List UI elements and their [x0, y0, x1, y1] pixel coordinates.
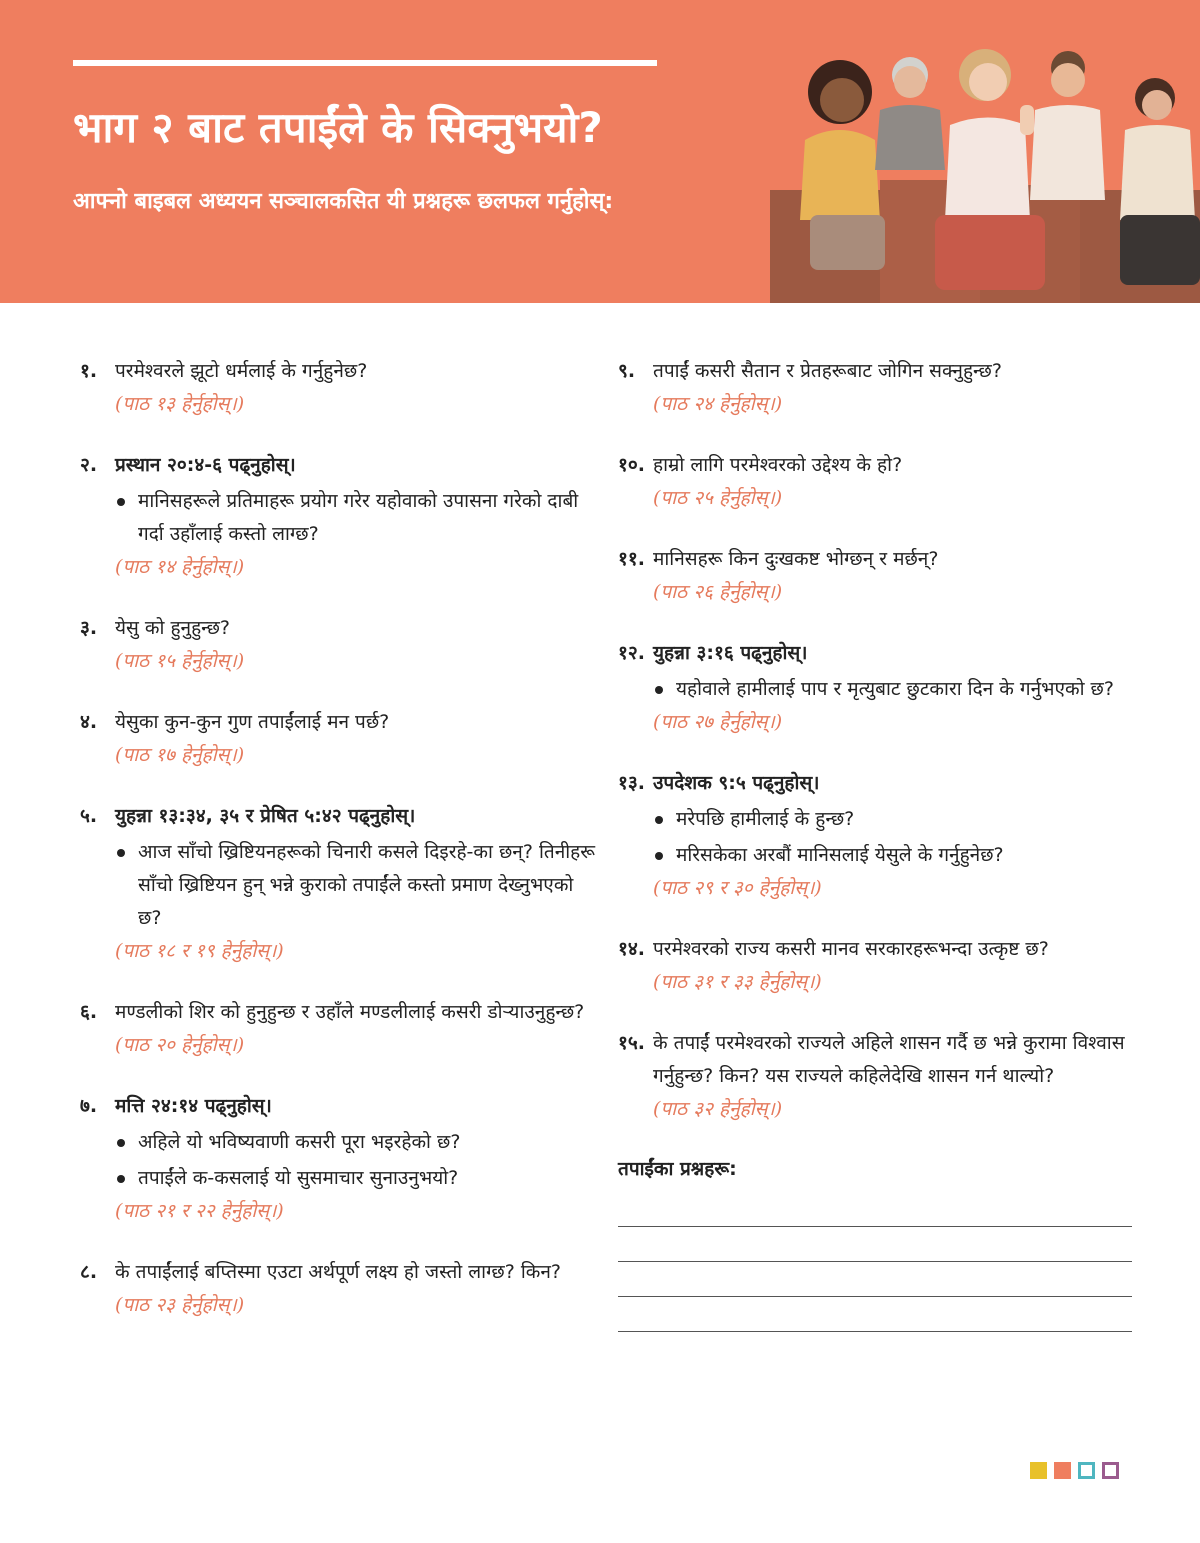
- lesson-reference: (पाठ २३ हेर्नुहोस्।): [115, 1294, 245, 1316]
- lesson-reference: (पाठ २० हेर्नुहोस्।): [115, 1034, 245, 1056]
- question-text: मानिसहरू किन दुःखकष्ट भोग्छन् र मर्छन्?: [653, 548, 939, 570]
- sub-question: मरिसकेका अरबौं मानिसलाई येसुले के गर्नुहुनेछ?: [653, 839, 1138, 872]
- question-number: ४.: [80, 711, 98, 733]
- question-text: मण्डलीको शिर को हुनुहुन्छ र उहाँले मण्डलीलाई कसरी डोऱ्याउनुहुन्छ?: [115, 1001, 585, 1023]
- decorative-square: [1054, 1462, 1071, 1479]
- question-item: [80, 706, 600, 772]
- decorative-squares: [1030, 1462, 1119, 1479]
- question-item: [618, 543, 1138, 609]
- answer-line[interactable]: [618, 1204, 1132, 1227]
- scripture-reading-instruction: मत्ति २४:१४ पढ्नुहोस्।: [115, 1095, 272, 1117]
- question-number: ८.: [80, 1261, 98, 1283]
- question-number: ६.: [80, 1001, 98, 1023]
- question-item: [618, 637, 1138, 739]
- sub-question-list: [115, 1126, 600, 1195]
- lesson-reference: (पाठ ३१ र ३३ हेर्नुहोस्।): [653, 971, 822, 993]
- decorative-square: [1078, 1462, 1095, 1479]
- sub-question-list: [115, 836, 600, 935]
- sub-question-list: [653, 803, 1138, 872]
- question-number: ९.: [618, 360, 636, 382]
- lesson-reference: (पाठ १५ हेर्नुहोस्।): [115, 650, 245, 672]
- page-subtitle: आफ्नो बाइबल अध्ययन सञ्चालकसित यी प्रश्नहरू छलफल गर्नुहोस्:: [73, 189, 614, 214]
- lesson-reference: (पाठ १४ हेर्नुहोस्।): [115, 556, 245, 578]
- sub-question: मानिसहरूले प्रतिमाहरू प्रयोग गरेर यहोवाको उपासना गरेको दाबी गर्दा उहाँलाई कस्तो लाग्छ?: [115, 485, 600, 551]
- sub-question: आज साँचो ख्रिष्टियनहरूको चिनारी कसले दिइरहे-का छन्? तिनीहरू साँचो ख्रिष्टियन हुन् भन्ने कुराको तपाईंले कस्तो प्रमाण देख्नुभएको छ?: [115, 836, 600, 935]
- question-item: [80, 612, 600, 678]
- questions-column-left: [80, 355, 600, 1350]
- lesson-reference: (पाठ ३२ हेर्नुहोस्।): [653, 1098, 783, 1120]
- question-item: [80, 996, 600, 1062]
- lesson-reference: (पाठ २७ हेर्नुहोस्।): [653, 711, 783, 733]
- question-text: परमेश्वरले झूटो धर्मलाई के गर्नुहुनेछ?: [115, 360, 368, 382]
- sub-question: यहोवाले हामीलाई पाप र मृत्युबाट छुटकारा दिन के गर्नुभएको छ?: [653, 673, 1138, 706]
- question-item: [80, 449, 600, 584]
- answer-line[interactable]: [618, 1297, 1132, 1332]
- question-number: २.: [80, 454, 98, 476]
- lesson-reference: (पाठ २९ र ३० हेर्नुहोस्।): [653, 877, 822, 899]
- lesson-reference: (पाठ २५ हेर्नुहोस्।): [653, 487, 783, 509]
- sub-question: अहिले यो भविष्यवाणी कसरी पूरा भइरहेको छ?: [115, 1126, 600, 1159]
- question-item: [618, 933, 1138, 999]
- lesson-reference: (पाठ १८ र १९ हेर्नुहोस्।): [115, 940, 284, 962]
- question-number: १४.: [618, 938, 645, 960]
- question-text: तपाईं कसरी सैतान र प्रेतहरूबाट जोगिन सक्नुहुन्छ?: [653, 360, 1002, 382]
- question-number: ७.: [80, 1095, 98, 1117]
- question-number: ३.: [80, 617, 98, 639]
- question-item: [80, 355, 600, 421]
- question-number: १३.: [618, 772, 645, 794]
- lesson-reference: (पाठ १७ हेर्नुहोस्।): [115, 744, 245, 766]
- question-item: [618, 767, 1138, 905]
- question-item: [80, 800, 600, 968]
- question-item: [618, 1027, 1138, 1126]
- audience-illustration: [760, 20, 1200, 303]
- sub-question: मरेपछि हामीलाई के हुन्छ?: [653, 803, 1138, 836]
- question-number: १५.: [618, 1032, 645, 1054]
- page-title: भाग २ बाट तपाईंले के सिक्नुभयो?: [73, 103, 603, 152]
- questions-column-right: [618, 355, 1138, 1332]
- lesson-reference: (पाठ २४ हेर्नुहोस्।): [653, 393, 783, 415]
- sub-question: तपाईंले क-कसलाई यो सुसमाचार सुनाउनुभयो?: [115, 1162, 600, 1195]
- lesson-reference: (पाठ १३ हेर्नुहोस्।): [115, 393, 245, 415]
- header-banner: [0, 0, 1200, 303]
- question-number: १०.: [618, 454, 645, 476]
- answer-lines: [618, 1204, 1132, 1332]
- question-text: येसु को हुनुहुन्छ?: [115, 617, 231, 639]
- decorative-square: [1102, 1462, 1119, 1479]
- lesson-reference: (पाठ २१ र २२ हेर्नुहोस्।): [115, 1200, 284, 1222]
- question-number: १.: [80, 360, 98, 382]
- question-item: [80, 1256, 600, 1322]
- decorative-square: [1030, 1462, 1047, 1479]
- question-text: के तपाईं परमेश्वरको राज्यले अहिले शासन गर्दै छ भन्ने कुरामा विश्वास गर्नुहुन्छ? किन? यस राज्यले कहिलेदेखि शासन गर्न थाल्यो?: [653, 1032, 1125, 1087]
- question-text: के तपाईंलाई बप्तिस्मा एउटा अर्थपूर्ण लक्ष्य हो जस्तो लाग्छ? किन?: [115, 1261, 561, 1283]
- header-rule: [73, 60, 657, 66]
- question-text: हाम्रो लागि परमेश्वरको उद्देश्य के हो?: [653, 454, 903, 476]
- question-item: [618, 449, 1138, 515]
- sub-question-list: [653, 673, 1138, 706]
- answer-line[interactable]: [618, 1262, 1132, 1297]
- scripture-reading-instruction: उपदेशक ९:५ पढ्नुहोस्।: [653, 772, 820, 794]
- scripture-reading-instruction: युहन्ना १३:३४, ३५ र प्रेषित ५:४२ पढ्नुहोस्।: [115, 805, 416, 827]
- question-item: [618, 355, 1138, 421]
- lesson-reference: (पाठ २६ हेर्नुहोस्।): [653, 581, 783, 603]
- question-text: परमेश्वरको राज्य कसरी मानव सरकारहरूभन्दा उत्कृष्ट छ?: [653, 938, 1049, 960]
- question-number: १२.: [618, 642, 645, 664]
- question-number: ११.: [618, 548, 645, 570]
- answer-line[interactable]: [618, 1227, 1132, 1262]
- your-questions-title: तपाईंका प्रश्नहरू:: [618, 1158, 737, 1180]
- question-text: येसुका कुन-कुन गुण तपाईंलाई मन पर्छ?: [115, 711, 390, 733]
- question-item: [80, 1090, 600, 1228]
- scripture-reading-instruction: युहन्ना ३:१६ पढ्नुहोस्।: [653, 642, 808, 664]
- question-number: ५.: [80, 805, 98, 827]
- sub-question-list: [115, 485, 600, 551]
- scripture-reading-instruction: प्रस्थान २०:४-६ पढ्नुहोस्।: [115, 454, 296, 476]
